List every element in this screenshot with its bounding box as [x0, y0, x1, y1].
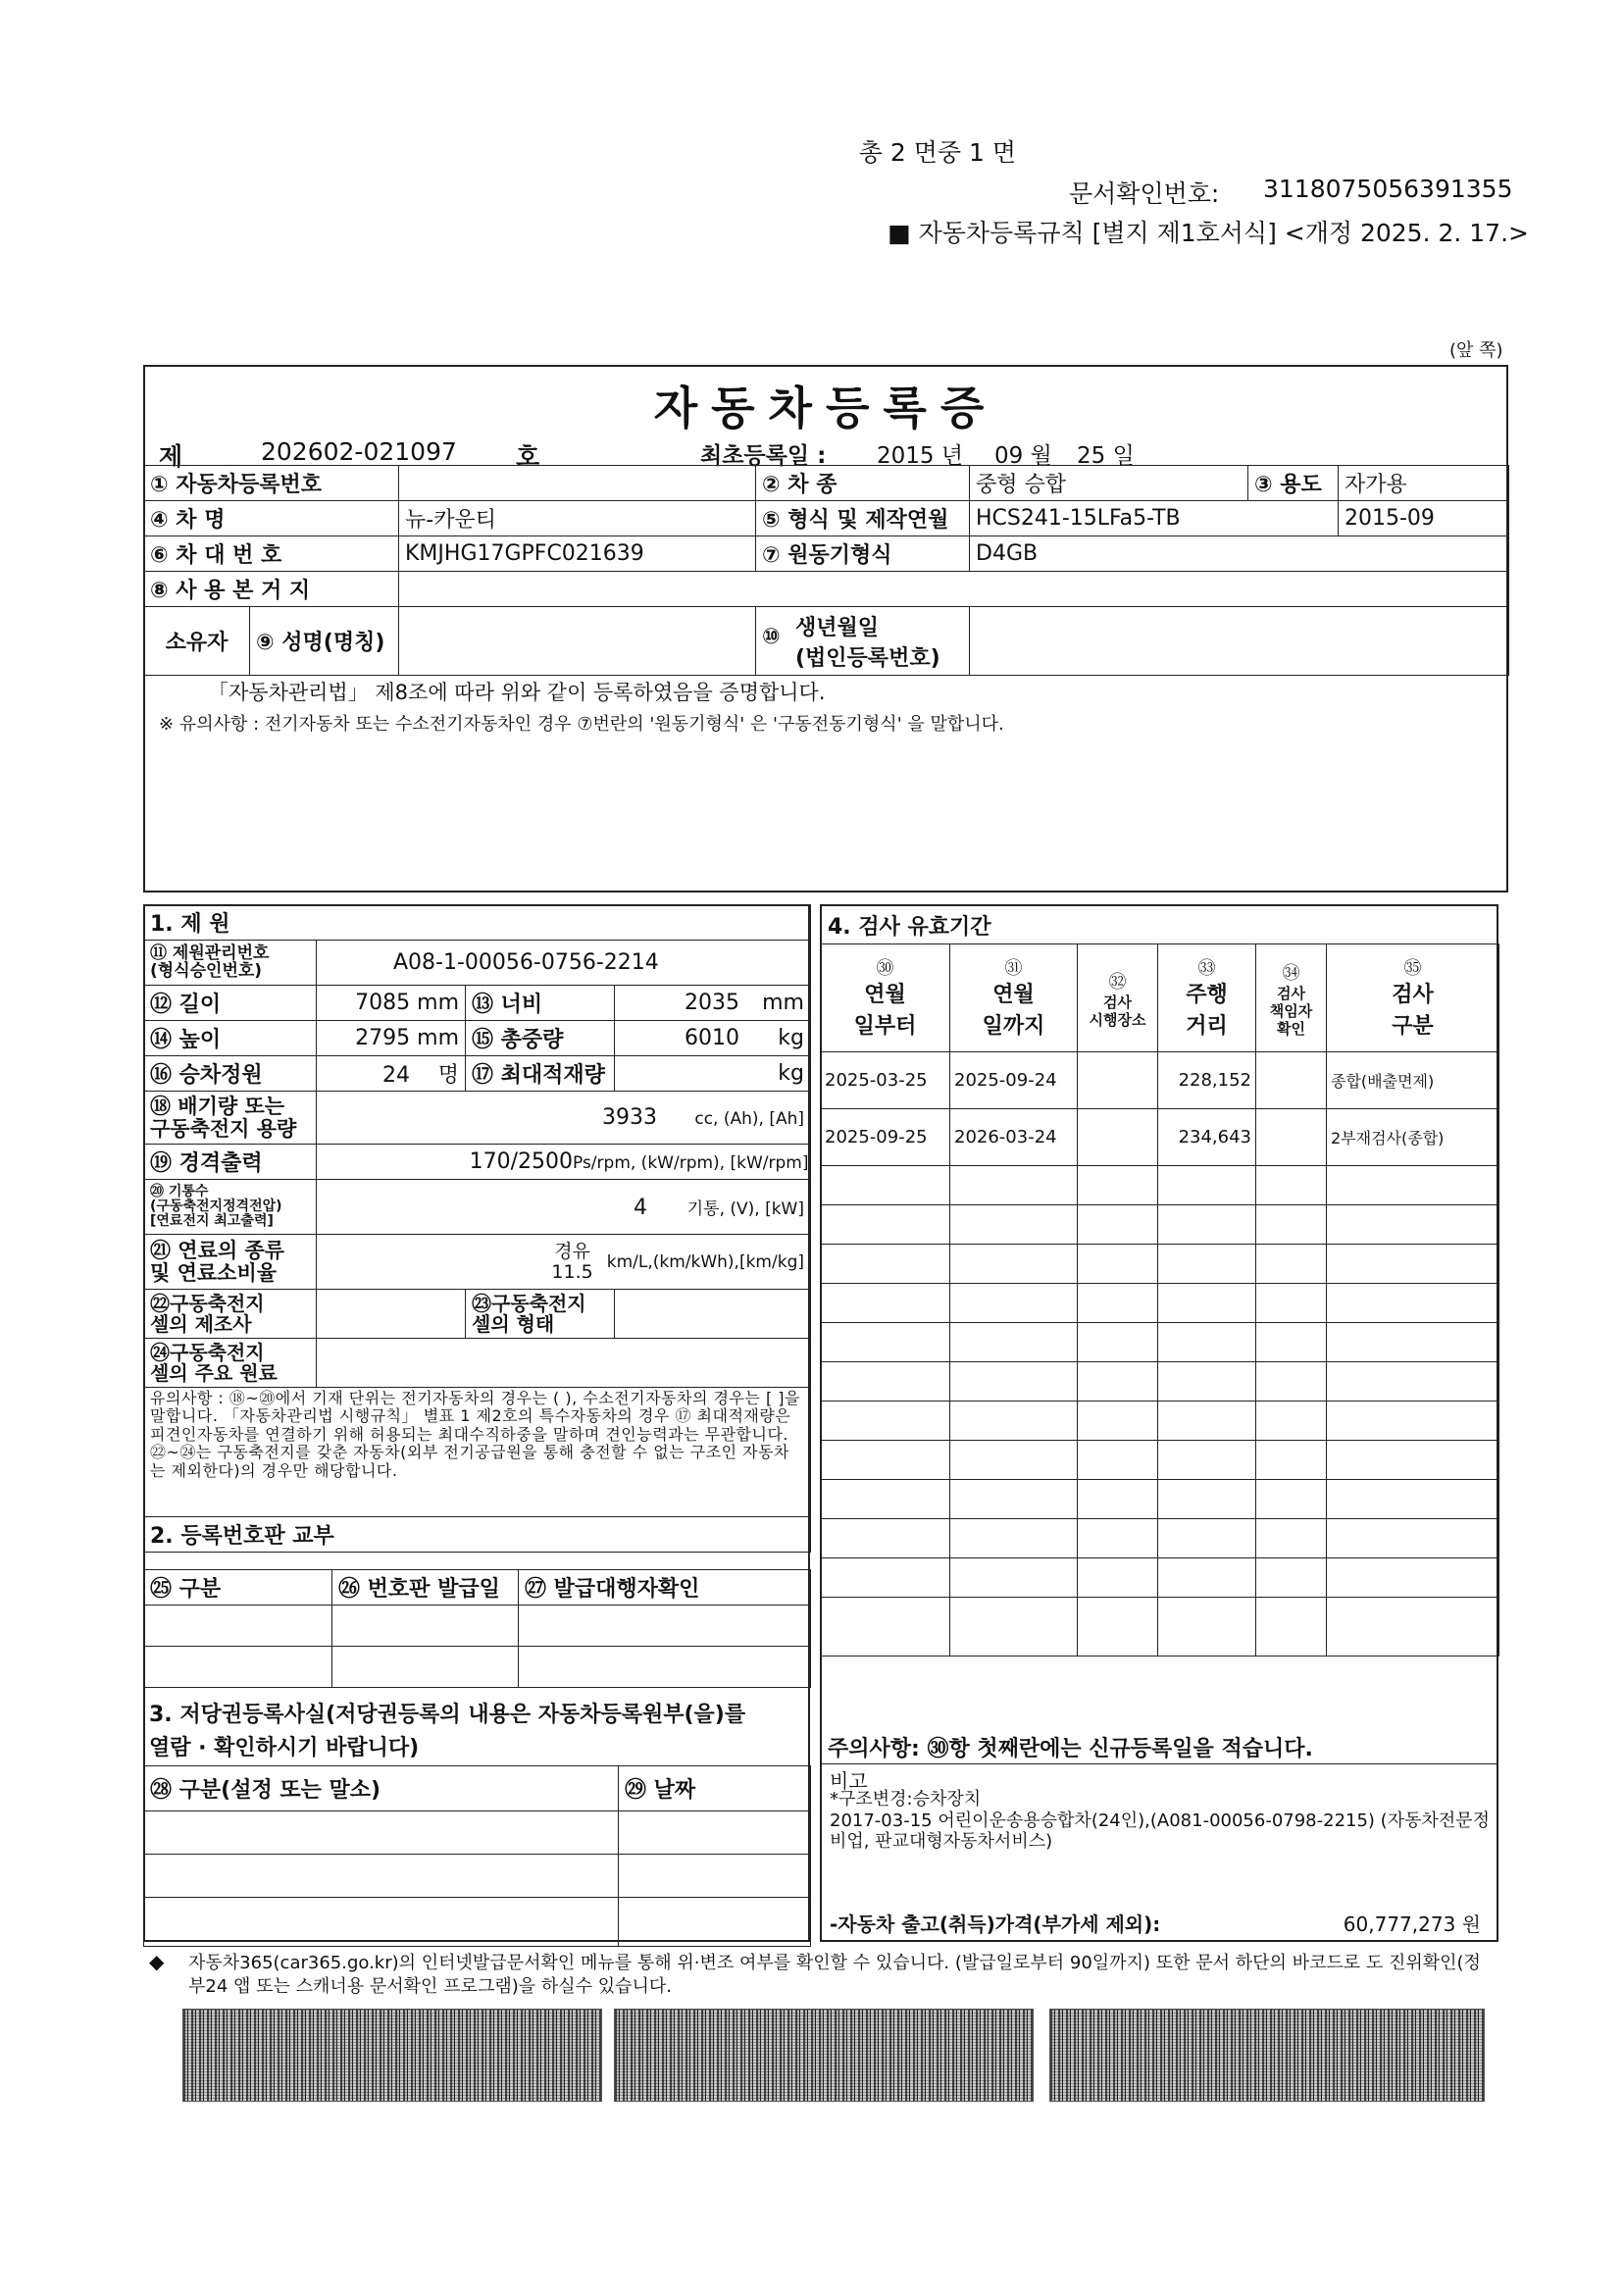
car-name-label: ④ 차 명	[144, 501, 399, 536]
inspection-cell	[821, 1480, 950, 1519]
inspection-cell	[950, 1245, 1078, 1284]
inspection-cell	[950, 1558, 1078, 1598]
cylinders-label: ⑳ 기통수 (구동축전지정격전압) [연료전지 최고출력]	[144, 1180, 317, 1235]
price-label: -자동차 출고(취득)가격(부가세 제외):	[830, 1912, 1161, 1936]
inspection-cell	[1327, 1245, 1499, 1284]
plate-cell	[332, 1647, 519, 1688]
inspection-cell	[1078, 1441, 1158, 1480]
height-value: 2795 mm	[317, 1021, 466, 1056]
gross-weight-cell	[615, 1021, 811, 1056]
displacement-unit: cc, (Ah), [Ah]	[694, 1109, 804, 1129]
inspection-header-cell	[1158, 944, 1256, 1052]
inspection-cell	[1158, 1166, 1256, 1205]
inspection-cell	[1327, 1284, 1499, 1323]
barcode-2	[614, 2009, 1034, 2102]
mgmt-no-value: A08-1-00056-0756-2214	[317, 941, 811, 986]
inspection-cell	[1078, 1402, 1158, 1441]
certificate-title: 자동차등록증	[653, 382, 998, 434]
inspection-cell	[821, 1245, 950, 1284]
inspection-cell	[821, 1166, 950, 1205]
inspection-cell	[1327, 1362, 1499, 1402]
seats-cell	[317, 1056, 466, 1092]
inspection-cell	[1158, 1362, 1256, 1402]
total-pages: 총 2 면중 1 면	[858, 138, 1016, 167]
plate-col-type: ㉕ 구분	[144, 1570, 332, 1606]
seats-label: ⑯ 승차정원	[144, 1056, 317, 1092]
inspection-cell	[1327, 1402, 1499, 1441]
inspection-header-label: 검사 구분	[1392, 982, 1434, 1039]
inspection-cell	[1158, 1284, 1256, 1323]
width-cell	[615, 986, 811, 1021]
inspection-cell	[1327, 1441, 1499, 1480]
inspection-cell	[1158, 1519, 1256, 1558]
inspection-cell	[1078, 1166, 1158, 1205]
fuel-cell	[317, 1235, 811, 1290]
cert-number: 202602-021097	[261, 437, 457, 466]
inspection-cell	[821, 1205, 950, 1245]
inspection-cell	[1256, 1480, 1327, 1519]
use-value: 자가용	[1339, 466, 1509, 501]
front-side-label: (앞 쪽)	[1449, 340, 1503, 361]
form-reference: ■ 자동차등록규칙 [별지 제1호서식] <개정 2025. 2. 17.>	[888, 219, 1529, 247]
inspection-cell	[950, 1519, 1078, 1558]
specs-note: 유의사항 : ⑱~⑳에서 기재 단위는 전기자동차의 경우는 ( ), 수소전기자동차의 경우는 [ ]을 말합니다. 「자동차관리법 시행규칙」 별표 1 제2호의 특수자동차의 경우 ⑰ 최대적재량은 피견인자동차를 연결하기 위해 허용되는 최대수직하중을 말하며 견인능력과는 무관합니다. ㉒~㉔는 구동축전지를 갖춘 자동차(외부 전기공급원을 통해 충전할 수 없는 구조인 자동차는 제외한다)의 경우만 해당합니다.	[144, 1388, 811, 1517]
inspection-cell	[1078, 1598, 1158, 1657]
inspection-cell	[950, 1166, 1078, 1205]
owner-name-label: ⑨ 성명(명칭)	[250, 607, 399, 676]
inspection-header-cell	[950, 944, 1078, 1052]
inspection-cell	[950, 1402, 1078, 1441]
car-type-value: 중형 승합	[970, 466, 1248, 501]
inspection-cell	[1256, 1402, 1327, 1441]
cert-no-suffix: 호	[516, 442, 540, 471]
plate-cell	[519, 1647, 811, 1688]
remarks-text: *구조변경:승차장치 2017-03-15 어린이운송용승합차(24인),(A081-00056-0798-2215) (자동차전문정비업, 판교대형자동차서비스)	[830, 1789, 1491, 1853]
reg-no-label: ① 자동차등록번호	[144, 466, 399, 501]
gross-weight-value: 6010	[685, 1026, 739, 1050]
footer-text: 자동차365(car365.go.kr)의 인터넷발급문서확인 메뉴를 통해 위·변조 여부를 확인할 수 있습니다. (발급일로부터 90일까지) 또한 문서 하단의 바코드로 도 진위확인(정부24 앱 또는 스캐너용 문서확인 프로그램)을 하실수 있습니다.	[188, 1953, 1481, 1998]
battery-material-label: ㉔구동축전지 셀의 주요 원료	[144, 1339, 317, 1388]
remarks-label: 비고	[830, 1769, 868, 1793]
width-unit: mm	[762, 991, 804, 1015]
certificate-note: ※ 유의사항 : 전기자동차 또는 수소전기자동차인 경우 ⑦번란의 '원동기형식' 은 '구동전동기형식' 을 말합니다.	[159, 714, 1004, 735]
inspection-cell	[821, 1519, 950, 1558]
birth-label-line1: 생년월일	[795, 615, 880, 640]
model-label: ⑤ 형식 및 제작연월	[756, 501, 970, 536]
inspection-cell	[1256, 1245, 1327, 1284]
lien-cell	[144, 1898, 619, 1947]
max-load-unit: kg	[615, 1056, 811, 1092]
price-value: 60,777,273 원	[1343, 1912, 1481, 1936]
inspection-cell	[1158, 1245, 1256, 1284]
inspection-header-number: ㉛	[1004, 957, 1023, 979]
inspection-cell	[950, 1323, 1078, 1362]
inspection-cell	[1256, 1519, 1327, 1558]
displacement-value: 3933	[602, 1105, 657, 1130]
lien-cell	[619, 1811, 811, 1855]
lien-table	[143, 1765, 811, 1947]
inspection-header-label: 검사 시행장소	[1089, 993, 1146, 1029]
inspection-cell	[1327, 1598, 1499, 1657]
inspection-cell	[1078, 1052, 1158, 1109]
length-label: ⑫ 길이	[144, 986, 317, 1021]
fuel-label: ㉑ 연료의 종류 및 연료소비율	[144, 1235, 317, 1290]
model-date: 2015-09	[1339, 501, 1509, 536]
inspection-cell	[1158, 1205, 1256, 1245]
cylinders-cell	[317, 1180, 811, 1235]
vin-value: KMJHG17GPFC021639	[399, 536, 756, 572]
doc-confirm-label: 문서확인번호:	[1069, 179, 1220, 208]
first-reg-day: 25 일	[1077, 443, 1135, 469]
inspection-cell: 228,152	[1158, 1052, 1256, 1109]
inspection-header-cell	[1078, 944, 1158, 1052]
width-value: 2035	[685, 991, 739, 1015]
inspection-cell	[1256, 1323, 1327, 1362]
inspection-header-cell	[821, 944, 950, 1052]
inspection-notice: 주의사항: ㉚항 첫째란에는 신규등록일을 적습니다.	[828, 1737, 1313, 1761]
doc-confirm-number: 3118075056391355	[1263, 175, 1513, 203]
inspection-header-number: ㉚	[876, 957, 894, 979]
inspection-cell	[1327, 1205, 1499, 1245]
fuel-type: 경유	[554, 1240, 590, 1262]
plate-cell	[332, 1606, 519, 1647]
first-reg-month: 09 월	[994, 443, 1052, 469]
plate-col-agent: ㉗ 발급대행자확인	[519, 1570, 811, 1606]
inspection-rows-table	[820, 1051, 1499, 1657]
inspection-cell	[950, 1480, 1078, 1519]
inspection-cell: 2026-03-24	[950, 1109, 1078, 1166]
gross-weight-label: ⑮ 총중량	[466, 1021, 615, 1056]
inspection-cell	[821, 1441, 950, 1480]
inspection-cell	[1158, 1558, 1256, 1598]
inspection-cell	[1327, 1166, 1499, 1205]
inspection-cell: 2부재검사(종합)	[1327, 1109, 1499, 1166]
inspection-box	[820, 904, 1498, 1942]
certificate-box	[143, 365, 1508, 892]
inspection-header-number: ㉞	[1282, 962, 1300, 984]
inspection-cell: 종합(배출면제)	[1327, 1052, 1499, 1109]
inspection-cell	[1256, 1441, 1327, 1480]
mgmt-no-label: ⑪ 제원관리번호 (형식승인번호)	[144, 941, 317, 986]
inspection-cell	[1158, 1441, 1256, 1480]
inspection-cell	[950, 1284, 1078, 1323]
inspection-cell	[1158, 1480, 1256, 1519]
reg-no-value	[399, 466, 756, 501]
car-name-value: 뉴-카운티	[399, 501, 756, 536]
inspection-cell	[1078, 1362, 1158, 1402]
battery-material-value	[317, 1339, 811, 1388]
use-label: ③ 용도	[1248, 466, 1339, 501]
lien-col-date: ㉙ 날짜	[619, 1766, 811, 1811]
owner-name-value	[399, 607, 756, 676]
inspection-cell	[1327, 1480, 1499, 1519]
inspection-cell: 234,643	[1158, 1109, 1256, 1166]
inspection-cell	[1327, 1519, 1499, 1558]
inspection-header-number: ㉜	[1108, 971, 1127, 993]
battery-maker-value	[317, 1290, 466, 1339]
plate-section-title: 2. 등록번호판 교부	[144, 1517, 811, 1553]
inspection-header-number: ㉟	[1403, 957, 1422, 979]
inspection-cell	[950, 1598, 1078, 1657]
power-value: 170/2500	[469, 1149, 573, 1174]
inspection-cell	[821, 1362, 950, 1402]
plate-col-date: ㉖ 번호판 발급일	[332, 1570, 519, 1606]
car-type-label: ② 차 종	[756, 466, 970, 501]
inspection-cell	[1256, 1205, 1327, 1245]
inspection-cell	[821, 1284, 950, 1323]
certification-text: 「자동차관리법」 제8조에 따라 위와 같이 등록하였음을 증명합니다.	[208, 681, 826, 704]
power-unit: Ps/rpm, (kW/rpm), [kW/rpm]	[573, 1153, 809, 1173]
engine-label: ⑦ 원동기형식	[756, 536, 970, 572]
inspection-header-label: 검사 책임자 확인	[1269, 984, 1313, 1038]
barcode-1	[182, 2009, 602, 2102]
specs-section-title: 1. 제 원	[144, 905, 811, 941]
plate-cell	[519, 1606, 811, 1647]
max-load-label: ⑰ 최대적재량	[466, 1056, 615, 1092]
cylinders-value: 4	[634, 1195, 647, 1220]
inspection-cell	[1256, 1558, 1327, 1598]
seats-value: 24	[382, 1063, 410, 1088]
model-value: HCS241-15LFa5-TB	[970, 501, 1339, 536]
inspection-header-label: 연월 일부터	[853, 982, 917, 1039]
first-reg-year: 2015 년	[877, 443, 964, 469]
power-label: ⑲ 경격출력	[144, 1145, 317, 1180]
inspection-cell	[1256, 1284, 1327, 1323]
plate-table	[143, 1569, 811, 1688]
owner-label: 소유자	[144, 607, 250, 676]
inspection-cell	[1078, 1323, 1158, 1362]
inspection-cell	[1078, 1480, 1158, 1519]
inspection-cell	[950, 1441, 1078, 1480]
inspection-cell	[821, 1558, 950, 1598]
inspection-header-label: 주행 거리	[1186, 982, 1228, 1039]
height-label: ⑭ 높이	[144, 1021, 317, 1056]
battery-shape-label: ㉓구동축전지 셀의 형태	[466, 1290, 615, 1339]
inspection-cell	[1256, 1166, 1327, 1205]
lien-cell	[144, 1811, 619, 1855]
battery-maker-label: ㉒구동축전지 셀의 제조사	[144, 1290, 317, 1339]
base-value	[399, 572, 1509, 607]
displacement-cell	[317, 1092, 811, 1145]
inspection-header-cell	[1327, 944, 1499, 1052]
fuel-efficiency: 11.5	[551, 1260, 593, 1283]
inspection-header-label: 연월 일까지	[982, 982, 1045, 1039]
battery-shape-value	[615, 1290, 811, 1339]
length-value: 7085 mm	[317, 986, 466, 1021]
inspection-cell	[1078, 1558, 1158, 1598]
base-label: ⑧ 사 용 본 거 지	[144, 572, 399, 607]
inspection-cell: 2025-09-25	[821, 1109, 950, 1166]
plate-cell	[144, 1647, 332, 1688]
width-label: ⑬ 너비	[466, 986, 615, 1021]
inspection-cell	[1158, 1323, 1256, 1362]
inspection-cell	[1078, 1109, 1158, 1166]
lien-cell	[619, 1855, 811, 1898]
inspection-cell	[821, 1323, 950, 1362]
inspection-cell	[1256, 1109, 1327, 1166]
inspection-cell	[950, 1205, 1078, 1245]
cert-no-prefix: 제	[159, 442, 183, 471]
inspection-cell	[1078, 1205, 1158, 1245]
inspection-cell	[1256, 1362, 1327, 1402]
inspection-cell	[1256, 1052, 1327, 1109]
inspection-section-title: 4. 검사 유효기간	[828, 915, 991, 940]
plate-cell	[144, 1606, 332, 1647]
specs-table	[143, 904, 811, 1553]
seats-unit: 명	[437, 1063, 459, 1088]
inspection-cell: 2025-03-25	[821, 1052, 950, 1109]
inspection-cell	[1327, 1323, 1499, 1362]
inspection-cell	[1078, 1245, 1158, 1284]
birth-value	[970, 607, 1509, 676]
birth-label	[756, 607, 970, 676]
inspection-header-number: ㉝	[1197, 957, 1216, 979]
inspection-cell	[1078, 1284, 1158, 1323]
birth-number: ⑩	[762, 624, 781, 649]
vin-label: ⑥ 차 대 번 호	[144, 536, 399, 572]
remarks-divider	[822, 1763, 1497, 1764]
registration-table	[143, 465, 1509, 676]
inspection-cell	[1078, 1519, 1158, 1558]
power-cell	[317, 1145, 811, 1180]
inspection-cell	[1256, 1598, 1327, 1657]
engine-value: D4GB	[970, 536, 1509, 572]
lien-section-title: 3. 저당권등록사실(저당권등록의 내용은 자동차등록원부(을)를 열람 · 확인하시기 바랍니다)	[149, 1703, 746, 1761]
inspection-cell	[1158, 1402, 1256, 1441]
cylinders-unit: 기통, (V), [kW]	[686, 1198, 804, 1219]
inspection-cell	[950, 1362, 1078, 1402]
lien-cell	[619, 1898, 811, 1947]
inspection-cell: 2025-09-24	[950, 1052, 1078, 1109]
first-reg-label: 최초등록일 :	[700, 443, 827, 469]
gross-weight-unit: kg	[778, 1026, 804, 1050]
inspection-table	[820, 943, 1499, 1052]
inspection-cell	[1158, 1598, 1256, 1657]
lien-cell	[144, 1855, 619, 1898]
lien-col-type: ㉘ 구분(설정 또는 말소)	[144, 1766, 619, 1811]
inspection-cell	[821, 1402, 950, 1441]
birth-label-line2: (법인등록번호)	[795, 645, 940, 671]
displacement-label: ⑱ 배기량 또는 구동축전지 용량	[144, 1092, 317, 1145]
footer-bullet: ◆	[149, 1950, 165, 1973]
fuel-unit: km/L,(km/kWh),[km/kg]	[606, 1251, 804, 1272]
specs-box	[143, 904, 810, 1942]
inspection-cell	[821, 1598, 950, 1657]
barcode-3	[1049, 2009, 1485, 2102]
inspection-cell	[1327, 1558, 1499, 1598]
inspection-header-cell	[1256, 944, 1327, 1052]
